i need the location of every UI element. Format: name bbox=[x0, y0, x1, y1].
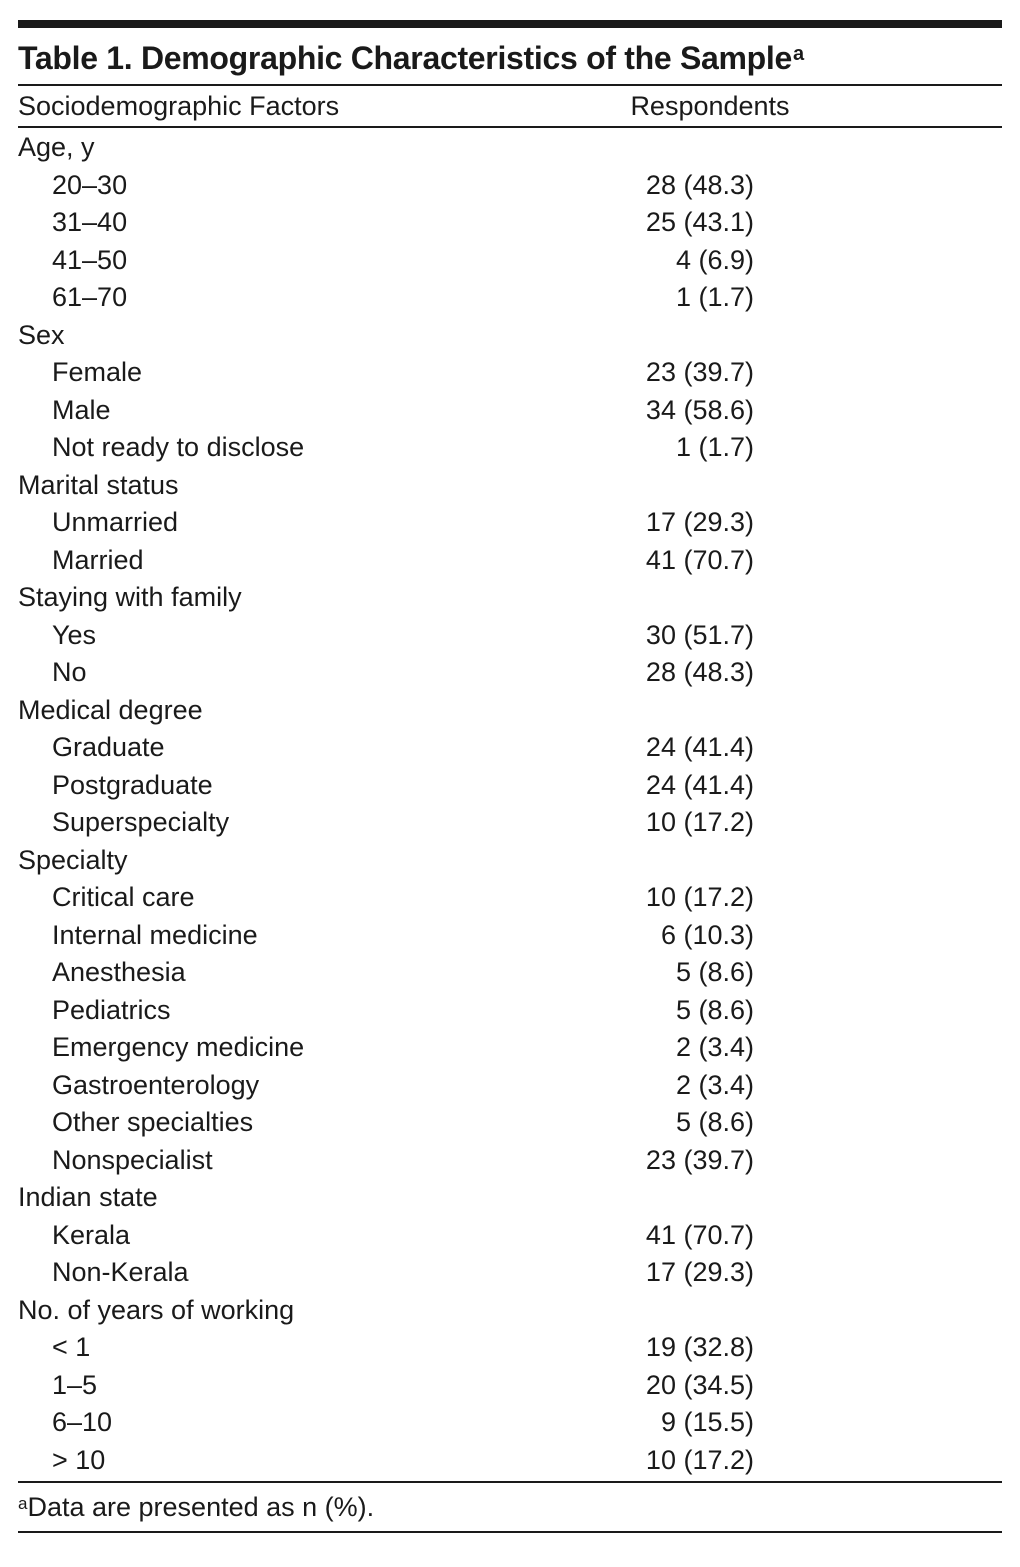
row-label: Marital status bbox=[18, 469, 179, 500]
row-value: 28 (48.3) bbox=[645, 657, 754, 688]
row-value: 5 (8.6) bbox=[675, 957, 754, 988]
row-label: 6–10 bbox=[52, 1407, 113, 1438]
row-value: 4 (6.9) bbox=[675, 244, 754, 275]
table-row bbox=[18, 167, 1002, 205]
footnote-marker: a bbox=[18, 1494, 28, 1513]
row-label: Superspecialty bbox=[52, 807, 230, 838]
row-value: 41 (70.7) bbox=[645, 1219, 754, 1250]
table-row bbox=[18, 1067, 1002, 1105]
table-category-row bbox=[18, 842, 1002, 880]
row-value: 28 (48.3) bbox=[645, 169, 754, 200]
row-value: 10 (17.2) bbox=[645, 882, 754, 913]
row-label: No. of years of working bbox=[18, 1294, 295, 1325]
table-row bbox=[18, 1217, 1002, 1255]
row-label: Gastroenterology bbox=[52, 1069, 260, 1100]
table-row bbox=[18, 879, 1002, 917]
table-footnote bbox=[18, 1483, 1002, 1531]
table-row bbox=[18, 917, 1002, 955]
row-label: No bbox=[52, 657, 87, 688]
row-value: 1 (1.7) bbox=[675, 282, 754, 313]
table-row bbox=[18, 1104, 1002, 1142]
row-value: 10 (17.2) bbox=[645, 807, 754, 838]
row-value: 23 (39.7) bbox=[645, 1144, 754, 1175]
table-row bbox=[18, 1254, 1002, 1292]
table-title bbox=[18, 28, 1002, 84]
row-value: 24 (41.4) bbox=[645, 732, 754, 763]
table-category-row bbox=[18, 1292, 1002, 1330]
row-label: Non-Kerala bbox=[52, 1257, 189, 1288]
row-value: 23 (39.7) bbox=[645, 357, 754, 388]
table-row bbox=[18, 1404, 1002, 1442]
row-label: 20–30 bbox=[52, 169, 128, 200]
table-row bbox=[18, 1367, 1002, 1405]
table-container bbox=[18, 20, 1002, 1533]
table-row bbox=[18, 992, 1002, 1030]
row-label: Other specialties bbox=[52, 1107, 254, 1138]
table-row bbox=[18, 767, 1002, 805]
table-category-row bbox=[18, 692, 1002, 730]
row-label: Staying with family bbox=[18, 582, 242, 613]
row-label: Emergency medicine bbox=[52, 1032, 305, 1063]
table-category-row bbox=[18, 129, 1002, 167]
row-value: 2 (3.4) bbox=[675, 1032, 754, 1063]
table-row bbox=[18, 504, 1002, 542]
table-row bbox=[18, 804, 1002, 842]
row-label: Anesthesia bbox=[52, 957, 186, 988]
table-row bbox=[18, 279, 1002, 317]
row-value: 34 (58.6) bbox=[645, 394, 754, 425]
table-row bbox=[18, 1142, 1002, 1180]
row-value: 2 (3.4) bbox=[675, 1069, 754, 1100]
table-row bbox=[18, 654, 1002, 692]
table-header bbox=[18, 86, 1002, 126]
end-rule bbox=[18, 1531, 1002, 1533]
footnote-text: Data are presented as n (%). bbox=[27, 1491, 375, 1522]
row-label: Unmarried bbox=[52, 507, 179, 538]
table-row bbox=[18, 242, 1002, 280]
table-row bbox=[18, 392, 1002, 430]
row-value: 5 (8.6) bbox=[675, 994, 754, 1025]
row-value: 25 (43.1) bbox=[645, 207, 754, 238]
header-respondents: Respondents bbox=[630, 90, 790, 121]
row-label: > 10 bbox=[52, 1444, 106, 1475]
row-value: 1 (1.7) bbox=[675, 432, 754, 463]
table-row bbox=[18, 617, 1002, 655]
title-footnote-marker: a bbox=[793, 43, 804, 65]
table-row bbox=[18, 954, 1002, 992]
table-body bbox=[18, 128, 1002, 1479]
row-label: Male bbox=[52, 394, 111, 425]
row-label: Yes bbox=[52, 619, 97, 650]
table-row bbox=[18, 729, 1002, 767]
row-label: < 1 bbox=[52, 1332, 91, 1363]
table-row bbox=[18, 542, 1002, 580]
table-category-row bbox=[18, 467, 1002, 505]
row-value: 20 (34.5) bbox=[645, 1369, 754, 1400]
row-label: Nonspecialist bbox=[52, 1144, 213, 1175]
row-value: 17 (29.3) bbox=[645, 507, 754, 538]
table-row bbox=[18, 1442, 1002, 1480]
row-value: 10 (17.2) bbox=[645, 1444, 754, 1475]
row-label: Internal medicine bbox=[52, 919, 258, 950]
row-label: Kerala bbox=[52, 1219, 131, 1250]
row-label: Indian state bbox=[18, 1182, 158, 1213]
row-label: Critical care bbox=[52, 882, 195, 913]
row-label: Postgraduate bbox=[52, 769, 213, 800]
table-row bbox=[18, 1029, 1002, 1067]
row-value: 41 (70.7) bbox=[645, 544, 754, 575]
top-rule bbox=[18, 20, 1002, 28]
row-label: Age, y bbox=[18, 132, 95, 163]
table-category-row bbox=[18, 317, 1002, 355]
row-label: 31–40 bbox=[52, 207, 128, 238]
row-value: 19 (32.8) bbox=[645, 1332, 754, 1363]
table-row bbox=[18, 429, 1002, 467]
row-label: Specialty bbox=[18, 844, 128, 875]
row-value: 9 (15.5) bbox=[660, 1407, 754, 1438]
row-value: 24 (41.4) bbox=[645, 769, 754, 800]
table-row bbox=[18, 204, 1002, 242]
row-value: 5 (8.6) bbox=[675, 1107, 754, 1138]
table-category-row bbox=[18, 579, 1002, 617]
table-title-text: Table 1. Demographic Characteristics of the Sample bbox=[18, 40, 792, 76]
row-label: Not ready to disclose bbox=[52, 432, 305, 463]
header-factors: Sociodemographic Factors bbox=[18, 90, 340, 121]
row-value: 30 (51.7) bbox=[645, 619, 754, 650]
row-label: Graduate bbox=[52, 732, 165, 763]
table-row bbox=[18, 354, 1002, 392]
row-label: Female bbox=[52, 357, 143, 388]
row-label: 1–5 bbox=[52, 1369, 98, 1400]
row-value: 6 (10.3) bbox=[660, 919, 754, 950]
row-label: 41–50 bbox=[52, 244, 128, 275]
row-label: 61–70 bbox=[52, 282, 128, 313]
row-label: Sex bbox=[18, 319, 65, 350]
row-value: 17 (29.3) bbox=[645, 1257, 754, 1288]
row-label: Married bbox=[52, 544, 144, 575]
table-category-row bbox=[18, 1179, 1002, 1217]
row-label: Pediatrics bbox=[52, 994, 171, 1025]
row-label: Medical degree bbox=[18, 694, 203, 725]
table-row bbox=[18, 1329, 1002, 1367]
